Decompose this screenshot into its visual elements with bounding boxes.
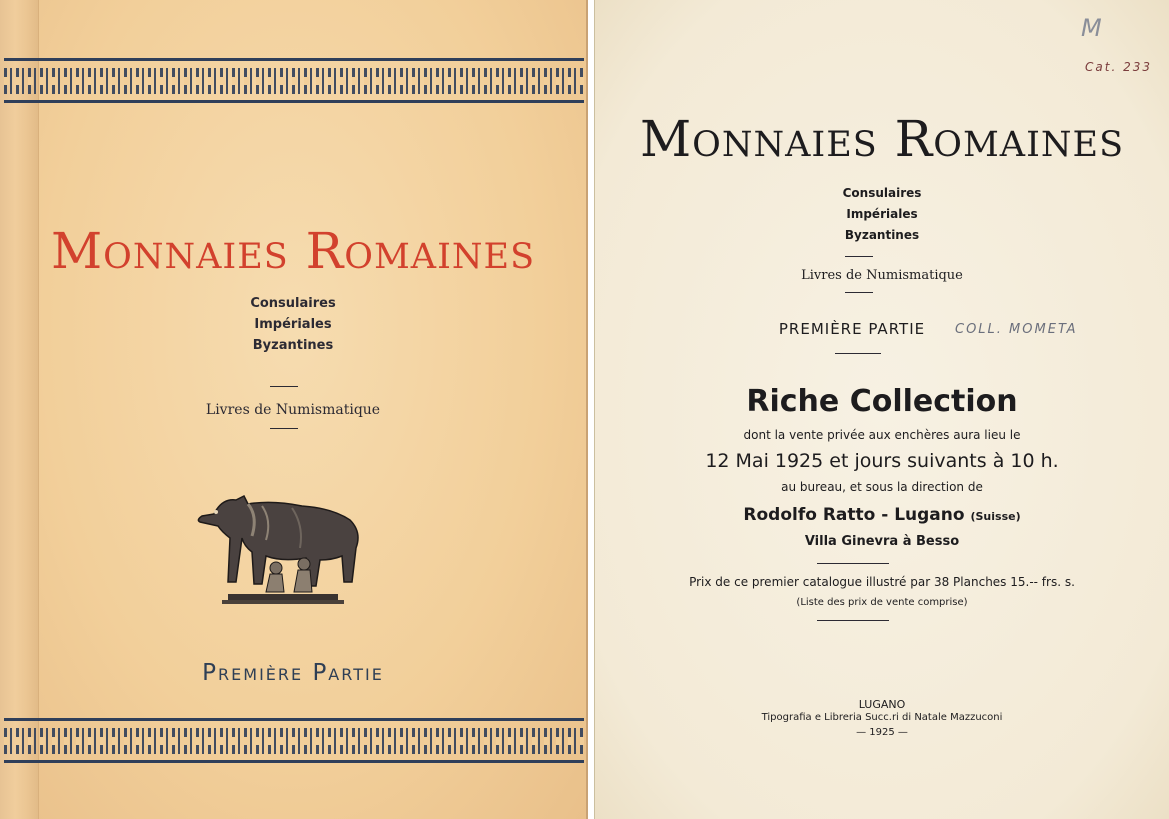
divider [845,256,873,257]
subtitle-consulaires: Consulaires [842,186,922,200]
top-border-ornament [4,58,584,104]
catalogue-title-page [594,0,1169,819]
cover-title: Monnaies Romaines [50,222,536,280]
handwritten-catalogue-number: Cat. 233 [1085,60,1152,74]
city: LUGANO [858,698,906,711]
cover-livres: Livres de Numismatique [205,402,381,418]
cover-partie: Première Partie [202,660,384,686]
sale-date: 12 Mai 1925 et jours suivants à 10 h. [705,450,1059,472]
divider [845,292,873,293]
subtitle-byzantines: Byzantines [844,228,920,242]
cover-subtitle-consulaires: Consulaires [250,296,336,311]
subtitle-imperiales: Impériales [846,207,918,221]
partie-line: PREMIÈRE PARTIE [778,320,926,338]
year-line: — 1925 — [856,727,908,738]
cover-subtitle-byzantines: Byzantines [252,338,334,353]
printer-line: Tipografia e Libreria Succ.ri di Natale Mazzuconi [761,712,1003,723]
cover-divider [270,386,298,387]
price-line: Prix de ce premier catalogue illustré par 38 Planches 15.-- frs. s. [689,575,1075,589]
handwritten-collection-note: COLL. MOMETA [955,322,1078,337]
handwritten-mark: M [1081,14,1104,42]
auctioneer-country: (Suisse) [970,510,1021,523]
price-note: (Liste des prix de vente comprise) [796,597,968,608]
divider [817,563,889,564]
auctioneer-name: Rodolfo Ratto - Lugano [743,505,965,525]
divider [835,353,881,354]
bottom-border-ornament [4,718,584,764]
divider [817,620,889,621]
cover-divider [270,428,298,429]
address-line: Villa Ginevra à Besso [804,534,960,549]
livres-line: Livres de Numismatique [801,268,963,283]
sale-description: dont la vente privée aux enchères aura lieu le [743,428,1021,442]
collection-heading: Riche Collection [746,384,1018,419]
title-page-title: Monnaies Romaines [639,110,1125,168]
direction-line: au bureau, et sous la direction de [781,480,983,494]
cover-subtitle-imperiales: Impériales [254,317,332,332]
capitoline-wolf-icon [192,486,370,608]
auctioneer-line [595,505,1169,525]
